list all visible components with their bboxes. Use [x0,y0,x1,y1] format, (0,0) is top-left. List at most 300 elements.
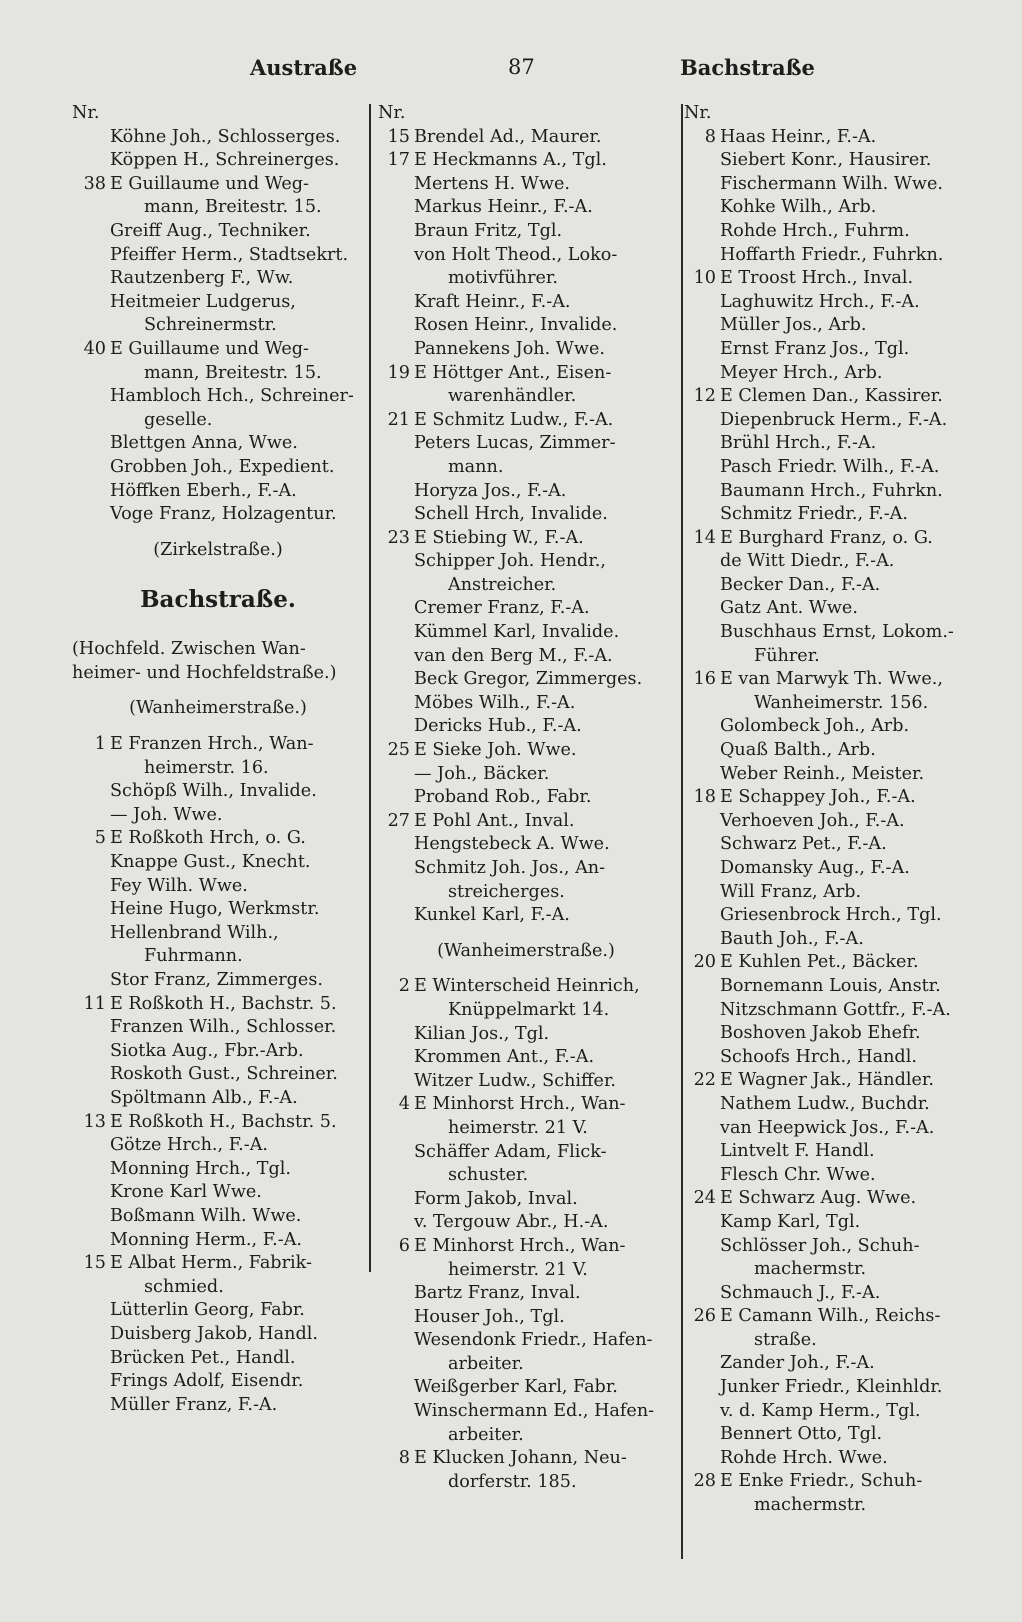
directory-entry [684,904,984,928]
entry-text: Lütterlin Georg, Fabr. [110,1300,305,1321]
entry-text: Hengstebeck A. Wwe. [414,834,610,855]
directory-entry [378,1329,674,1353]
house-number [72,126,110,150]
entry-text: Will Franz, Arb. [720,881,862,902]
directory-entry [72,804,364,828]
directory-entry [378,574,674,598]
house-number [378,621,414,645]
house-number: 14 [693,527,716,548]
entry-text: Köppen H., Schreinerges. [110,150,340,171]
entry-text: Köhne Joh., Schlosserges. [110,126,341,147]
directory-entry [378,1070,674,1094]
directory-entry [72,1158,364,1182]
directory-entry [684,1117,984,1141]
house-number [684,1282,720,1306]
house-number [684,999,720,1023]
house-number [378,763,414,787]
house-number [378,786,414,810]
directory-entry [684,149,984,173]
house-number [684,1376,720,1400]
house-number [72,1370,110,1394]
spacer [378,963,674,975]
directory-entry [72,126,364,150]
house-number: 11 [83,993,106,1014]
number-column-header [72,102,364,126]
directory-entry [684,432,984,456]
house-number [684,833,720,857]
entry-text: Zander Joh., F.-A. [720,1353,875,1374]
entry-text: Wanheimerstr. 156. [754,692,929,713]
entry-text: E Roßkoth H., Bachstr. 5. [110,1111,337,1132]
entry-text: warenhändler. [448,386,577,407]
directory-entry [684,1093,984,1117]
house-number [684,739,720,763]
entry-text: heimerstr. 21 V. [448,1117,588,1138]
directory-entry [72,875,364,899]
directory-entry [684,1258,984,1282]
entry-text: Houser Joh., Tgl. [414,1306,565,1327]
house-number [378,833,414,857]
entry-text: (Wanheimerstraße.) [129,698,307,719]
entry-text: E Guillaume und Weg- [110,338,309,359]
spacer [72,626,364,638]
entry-text: Schwarz Pet., F.-A. [720,834,887,855]
directory-entry [72,1370,364,1394]
directory-entry [684,881,984,905]
entry-text: Spöltmann Alb., F.-A. [110,1087,298,1108]
entry-text: v. d. Kamp Herm., Tgl. [720,1400,921,1421]
directory-entry [378,975,674,999]
entry-text: Hoffarth Friedr., Fuhrkn. [720,244,944,265]
house-number [72,780,110,804]
entry-text: E Schwarz Aug. Wwe. [720,1188,917,1209]
directory-entry [378,1447,674,1471]
entry-text: Quaß Balth., Arb. [720,740,876,761]
directory-entry [378,432,674,456]
house-number [684,362,720,386]
entry-text: (Zirkelstraße.) [153,539,283,560]
house-number [684,1447,720,1471]
house-number [378,574,414,598]
entry-text: Schreinermstr. [144,315,277,336]
entry-text: Schoofs Hrch., Handl. [720,1046,917,1067]
number-column-header [378,102,674,126]
house-number: 26 [693,1306,716,1327]
directory-entry [72,733,364,757]
house-number [378,503,414,527]
house-number [378,715,414,739]
entry-text: Heitmeier Ludgerus, [110,291,296,312]
directory-entry [72,1394,364,1418]
entry-text: machermstr. [754,1259,867,1280]
directory-entry [378,1353,674,1377]
entry-text: E Troost Hrch., Inval. [720,268,914,289]
house-number: 15 [83,1253,106,1274]
header-street-right: Bachstraße [680,55,815,80]
entry-text: Nitzschmann Gottfr., F.-A. [720,999,951,1020]
directory-entry [684,527,984,551]
entry-text: Bachstraße. [140,586,296,614]
directory-entry [378,196,674,220]
entry-text: Griesenbrock Hrch., Tgl. [720,905,942,926]
entry-text: Nathem Ludw., Buchdr. [720,1093,930,1114]
entry-text: Brücken Pet., Handl. [110,1347,296,1368]
entry-text: Duisberg Jakob, Handl. [110,1323,318,1344]
house-number [684,503,720,527]
directory-entry [378,1211,674,1235]
house-number [684,881,720,905]
house-number [378,881,414,905]
directory-entry [72,662,364,686]
directory-entry [684,1494,984,1518]
directory-entry [378,739,674,763]
directory-entry [684,975,984,999]
house-number [378,1164,414,1188]
directory-entry [72,827,364,851]
house-number [684,904,720,928]
directory-entry [378,244,674,268]
entry-text: Roskoth Gust., Schreiner. [110,1064,338,1085]
house-number [684,621,720,645]
house-number [378,173,414,197]
entry-text: — Joh., Bäcker. [414,763,550,784]
house-number [72,409,110,433]
house-number [72,1040,110,1064]
house-number [684,928,720,952]
directory-entry [378,267,674,291]
entry-text: E Enke Friedr., Schuh- [720,1471,923,1492]
directory-entry [378,1376,674,1400]
house-number [684,1258,720,1282]
entry-text: Flesch Chr. Wwe. [720,1164,876,1185]
house-number [378,857,414,881]
entry-text: Monning Herm., F.-A. [110,1229,303,1250]
directory-entry [378,362,674,386]
house-number: 2 [398,976,410,997]
entry-text: Weißgerber Karl, Fabr. [414,1377,618,1398]
entry-text: Fey Wilh. Wwe. [110,875,248,896]
entry-text: Siotka Aug., Fbr.-Arb. [110,1040,304,1061]
house-number [684,597,720,621]
directory-entry [72,385,364,409]
entry-text: Schipper Joh. Hendr., [414,551,606,572]
house-number: 38 [83,173,106,194]
directory-entry [378,220,674,244]
house-number [378,1329,414,1353]
directory-entry [72,314,364,338]
house-number [684,715,720,739]
house-number [684,314,720,338]
house-number [378,1471,414,1495]
entry-text: Bennert Otto, Tgl. [720,1424,883,1445]
entry-text: Cremer Franz, F.-A. [414,598,590,619]
entry-text: Hellenbrand Wilh., [110,922,279,943]
directory-entry [684,692,984,716]
entry-text: Beck Gregor, Zimmerges. [414,669,643,690]
directory-entry [684,645,984,669]
house-number: 16 [693,669,716,690]
house-number [378,220,414,244]
entry-text: E Pohl Ant., Inval. [414,810,575,831]
house-number [684,1046,720,1070]
spacer [72,685,364,697]
entry-text: machermstr. [754,1495,867,1516]
directory-entry [684,220,984,244]
house-number [378,550,414,574]
directory-entry [72,1229,364,1253]
entry-text: arbeiter. [448,1353,524,1374]
house-number [72,945,110,969]
directory-entry [684,1400,984,1424]
directory-column-2 [378,102,674,1494]
house-number: 6 [398,1235,410,1256]
directory-entry [684,385,984,409]
directory-entry [378,857,674,881]
entry-text: Knüppelmarkt 14. [448,999,610,1020]
entry-text: Junker Friedr., Kleinhldr. [720,1377,943,1398]
entry-text: Schmitz Joh. Jos., An- [414,858,606,878]
house-number [378,432,414,456]
house-number [684,1211,720,1235]
directory-entry [684,999,984,1023]
directory-entry [378,149,674,173]
entry-text: Grobben Joh., Expedient. [110,456,335,477]
entry-text: Peters Lucas, Zimmer- [414,433,616,454]
house-number [684,1423,720,1447]
directory-entry [72,1040,364,1064]
house-number [72,1181,110,1205]
directory-entry [378,597,674,621]
entry-text: E Roßkoth H., Bachstr. 5. [110,993,337,1014]
entry-text: Kunkel Karl, F.-A. [414,905,570,926]
house-number [378,1259,414,1283]
entry-text: Boshoven Jakob Ehefr. [720,1023,921,1044]
directory-entry [378,692,674,716]
house-number [684,810,720,834]
directory-entry [684,833,984,857]
house-number [72,503,110,527]
directory-entry [684,314,984,338]
house-number [378,904,414,928]
entry-text: heimer- und Hochfeldstraße.) [72,662,337,683]
house-number [684,763,720,787]
house-number [684,1140,720,1164]
house-number: 20 [693,952,716,973]
house-number: Nr. [378,103,406,123]
house-number: 17 [387,150,410,171]
entry-text: Haas Heinr., F.-A. [720,126,877,147]
directory-entry [684,810,984,834]
house-number [378,1211,414,1235]
house-number [72,456,110,480]
entry-text: Greiff Aug., Techniker. [110,220,311,241]
house-number [378,291,414,315]
directory-entry [72,456,364,480]
directory-entry [72,945,364,969]
house-number [72,149,110,173]
directory-entry [684,1470,984,1494]
house-number [684,456,720,480]
house-number: Nr. [72,103,100,123]
house-number [378,668,414,692]
house-number [684,1117,720,1141]
house-number [684,1494,720,1518]
entry-text: van den Berg M., F.-A. [414,645,613,666]
entry-text: Horyza Jos., F.-A. [414,480,567,501]
directory-entry [72,291,364,315]
entry-text: Ernst Franz Jos., Tgl. [720,338,910,359]
house-number [378,244,414,268]
entry-text: E Heckmanns A., Tgl. [414,150,607,171]
house-number: 15 [387,126,410,147]
entry-text: Knappe Gust., Knecht. [110,852,311,873]
directory-entry [378,314,674,338]
entry-text: E Stiebing W., F.-A. [414,527,584,548]
house-number [72,1229,110,1253]
entry-text: Pannekens Joh. Wwe. [414,338,605,359]
directory-entry [72,638,364,662]
entry-text: Frings Adolf, Eisendr. [110,1371,304,1392]
entry-text: Lintvelt F. Handl. [720,1141,875,1162]
directory-entry [684,715,984,739]
entry-text: E Klucken Johann, Neu- [414,1448,627,1469]
house-number [378,1117,414,1141]
directory-entry [72,1063,364,1087]
directory-entry [72,432,364,456]
street-title [72,574,364,626]
entry-text: Stor Franz, Zimmerges. [110,970,323,990]
house-number [684,975,720,999]
directory-entry [72,1181,364,1205]
entry-text: Schäffer Adam, Flick- [414,1141,607,1162]
directory-entry [72,757,364,781]
directory-entry [684,1069,984,1093]
entry-text: mann. [448,456,504,477]
house-number [72,969,110,993]
entry-text: E Guillaume und Weg- [110,173,309,194]
house-number [378,1424,414,1448]
directory-entry [378,409,674,433]
directory-entry [72,922,364,946]
house-number [72,1087,110,1111]
house-number [72,898,110,922]
directory-entry [684,1447,984,1471]
house-number [378,338,414,362]
directory-entry [684,928,984,952]
house-number [378,1376,414,1400]
house-number [378,1353,414,1377]
directory-entry [378,503,674,527]
entry-text: E van Marwyk Th. Wwe., [720,669,943,690]
house-number [72,1016,110,1040]
directory-entry [72,1205,364,1229]
entry-text: Bauth Joh., F.-A. [720,928,864,949]
house-number [378,196,414,220]
house-number [684,196,720,220]
entry-text: Golombeck Joh., Arb. [720,716,910,737]
directory-column-3 [684,102,984,1518]
directory-entry [72,409,364,433]
house-number [72,1299,110,1323]
entry-text: Mertens H. Wwe. [414,173,570,194]
directory-entry [378,291,674,315]
directory-entry [72,480,364,504]
entry-text: Möbes Wilh., F.-A. [414,692,576,713]
directory-entry [72,1087,364,1111]
house-number [72,244,110,268]
house-number [684,574,720,598]
house-number: 10 [693,268,716,289]
directory-entry [378,1164,674,1188]
house-number [684,244,720,268]
house-number [378,999,414,1023]
entry-text: motivführer. [448,268,558,289]
directory-entry [378,1235,674,1259]
cross-street-note [72,697,364,721]
directory-entry [684,267,984,291]
directory-entry [684,244,984,268]
house-number [684,1022,720,1046]
entry-text: (Wanheimerstraße.) [437,940,615,961]
house-number [684,1164,720,1188]
house-number [72,385,110,409]
directory-entry [72,1276,364,1300]
directory-entry [72,1347,364,1371]
entry-text: Krone Karl Wwe. [110,1182,262,1203]
house-number: 8 [704,126,716,147]
house-number [684,220,720,244]
entry-text: Becker Dan., F.-A. [720,574,881,595]
entry-text: streicherges. [448,881,565,902]
directory-entry [684,1305,984,1329]
entry-text: Kilian Jos., Tgl. [414,1023,550,1044]
house-number [378,597,414,621]
directory-entry [684,126,984,150]
house-number [72,480,110,504]
entry-text: Götze Hrch., F.-A. [110,1135,269,1156]
spacer [72,721,364,733]
entry-text: E Roßkoth Hrch, o. G. [110,828,306,849]
directory-entry [72,173,364,197]
entry-text: E Wagner Jak., Händler. [720,1070,935,1091]
house-number [72,1205,110,1229]
house-number [72,922,110,946]
directory-entry [684,196,984,220]
house-number [684,291,720,315]
house-number [72,196,110,220]
column-divider [681,104,683,1559]
entry-text: von Holt Theod., Loko- [414,244,618,265]
directory-entry [684,1211,984,1235]
directory-entry [684,1329,984,1353]
entry-text: Boßmann Wilh. Wwe. [110,1205,302,1226]
directory-entry [378,385,674,409]
directory-entry [684,1022,984,1046]
house-number [684,1329,720,1353]
directory-entry [378,1259,674,1283]
directory-entry [378,999,674,1023]
entry-text: Pasch Friedr. Wilh., F.-A. [720,456,940,477]
directory-entry [72,220,364,244]
house-number [72,1276,110,1300]
house-number [684,173,720,197]
directory-entry [378,1306,674,1330]
directory-entry [378,1188,674,1212]
entry-text: Voge Franz, Holzagentur. [110,504,337,525]
house-number: 23 [387,527,410,548]
directory-entry [684,1140,984,1164]
entry-text: Kohke Wilh., Arb. [720,197,877,218]
